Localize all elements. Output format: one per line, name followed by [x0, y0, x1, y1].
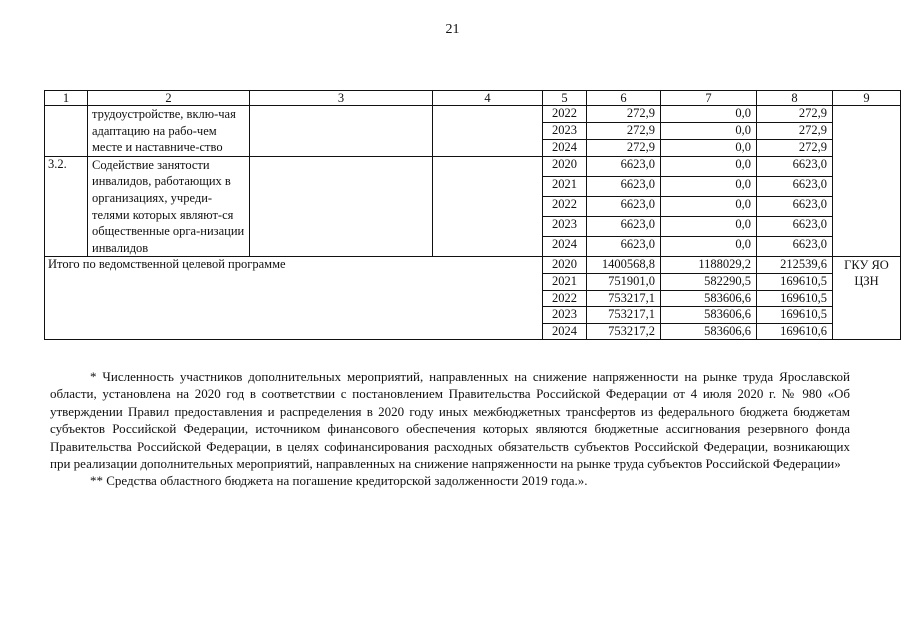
- amount-federal-cell: 0,0: [661, 139, 757, 156]
- table-row: [45, 106, 901, 123]
- amount-total-cell: 751901,0: [587, 273, 661, 290]
- column-header-6: 6: [587, 91, 661, 106]
- amount-regional-cell: 212539,6: [757, 257, 833, 274]
- amount-total-cell: 6623,0: [587, 156, 661, 176]
- amount-federal-cell: 1188029,2: [661, 257, 757, 274]
- item-col4-cell: [433, 106, 543, 157]
- amount-regional-cell: 169610,5: [757, 307, 833, 324]
- item-description-cell: Содействие занятости инвалидов, работающих в организациях, учреди-телями которых являют-ся общественные орга-низации инвалидов: [88, 156, 250, 257]
- header-row: [45, 91, 901, 106]
- amount-total-cell: 6623,0: [587, 217, 661, 237]
- amount-total-cell: 6623,0: [587, 176, 661, 196]
- amount-federal-cell: 0,0: [661, 237, 757, 257]
- year-cell: 2024: [543, 139, 587, 156]
- amount-total-cell: 753217,1: [587, 290, 661, 307]
- column-header-9: 9: [833, 91, 901, 106]
- executor-org-cell: ГКУ ЯО ЦЗН: [833, 257, 901, 340]
- column-header-2: 2: [88, 91, 250, 106]
- year-cell: 2021: [543, 273, 587, 290]
- year-cell: 2024: [543, 323, 587, 340]
- amount-federal-cell: 583606,6: [661, 323, 757, 340]
- column-header-8: 8: [757, 91, 833, 106]
- item-col3-cell: [250, 156, 433, 257]
- amount-regional-cell: 272,9: [757, 106, 833, 123]
- year-cell: 2024: [543, 237, 587, 257]
- amount-regional-cell: 169610,5: [757, 290, 833, 307]
- amount-federal-cell: 582290,5: [661, 273, 757, 290]
- amount-regional-cell: 272,9: [757, 139, 833, 156]
- table-row: [45, 156, 901, 176]
- page-number: 21: [445, 22, 460, 37]
- year-cell: 2020: [543, 257, 587, 274]
- year-cell: 2023: [543, 307, 587, 324]
- year-cell: 2021: [543, 176, 587, 196]
- amount-regional-cell: 169610,6: [757, 323, 833, 340]
- amount-total-cell: 6623,0: [587, 197, 661, 217]
- amount-regional-cell: 272,9: [757, 122, 833, 139]
- year-cell: 2023: [543, 122, 587, 139]
- item-number-cell: 3.2.: [45, 156, 88, 257]
- amount-regional-cell: 6623,0: [757, 156, 833, 176]
- column-header-5: 5: [543, 91, 587, 106]
- amount-total-cell: 753217,1: [587, 307, 661, 324]
- amount-total-cell: 272,9: [587, 122, 661, 139]
- amount-regional-cell: 6623,0: [757, 197, 833, 217]
- executor-cell: [833, 106, 901, 257]
- amount-federal-cell: 0,0: [661, 197, 757, 217]
- footnote-1: * Численность участников дополнительных мероприятий, направленных на снижение напряженности на рынке труда Ярославской области, установлена на 2020 год в соответствии с постановлением Правительства Российской Федерации от 4 июля 2020 г. № 980 «Об утверждении Правил предоставления и распределения в 2020 году иных межбюджетных трансфертов из федерального бюджета бюджетам субъектов Российской Федерации, источником финансового обеспечения которых являются бюджетные ассигнования резервного фонда Правительства Российской Федерации, в целях софинансирования расходных обязательств субъектов Российской Федерации, возникающих при реализации дополнительных мероприятий, направленных на снижение напряженности на рынке труда субъектов Российской Федерации»: [50, 369, 850, 472]
- amount-regional-cell: 6623,0: [757, 176, 833, 196]
- column-header-4: 4: [433, 91, 543, 106]
- amount-federal-cell: 583606,6: [661, 290, 757, 307]
- item-description-cell: трудоустройстве, вклю-чая адаптацию на рабо-чем месте и наставниче-ство: [88, 106, 250, 157]
- amount-federal-cell: 0,0: [661, 156, 757, 176]
- amount-regional-cell: 6623,0: [757, 217, 833, 237]
- column-header-3: 3: [250, 91, 433, 106]
- year-cell: 2023: [543, 217, 587, 237]
- item-col4-cell: [433, 156, 543, 257]
- amount-total-cell: 753217,2: [587, 323, 661, 340]
- footnote-2: ** Средства областного бюджета на погашение кредиторской задолженности 2019 года.».: [90, 473, 588, 489]
- amount-total-cell: 6623,0: [587, 237, 661, 257]
- year-cell: 2022: [543, 290, 587, 307]
- amount-federal-cell: 0,0: [661, 217, 757, 237]
- item-number-cell: [45, 106, 88, 157]
- year-cell: 2020: [543, 156, 587, 176]
- amount-federal-cell: 0,0: [661, 176, 757, 196]
- year-cell: 2022: [543, 106, 587, 123]
- amount-federal-cell: 0,0: [661, 122, 757, 139]
- table-row: [45, 257, 901, 274]
- year-cell: 2022: [543, 197, 587, 217]
- total-label-cell: Итого по ведомственной целевой программе: [45, 257, 543, 340]
- program-table: [44, 90, 901, 340]
- column-header-1: 1: [45, 91, 88, 106]
- amount-total-cell: 272,9: [587, 139, 661, 156]
- amount-federal-cell: 583606,6: [661, 307, 757, 324]
- amount-total-cell: 1400568,8: [587, 257, 661, 274]
- amount-total-cell: 272,9: [587, 106, 661, 123]
- amount-regional-cell: 6623,0: [757, 237, 833, 257]
- footnotes: [50, 368, 850, 490]
- column-header-7: 7: [661, 91, 757, 106]
- amount-federal-cell: 0,0: [661, 106, 757, 123]
- amount-regional-cell: 169610,5: [757, 273, 833, 290]
- item-col3-cell: [250, 106, 433, 157]
